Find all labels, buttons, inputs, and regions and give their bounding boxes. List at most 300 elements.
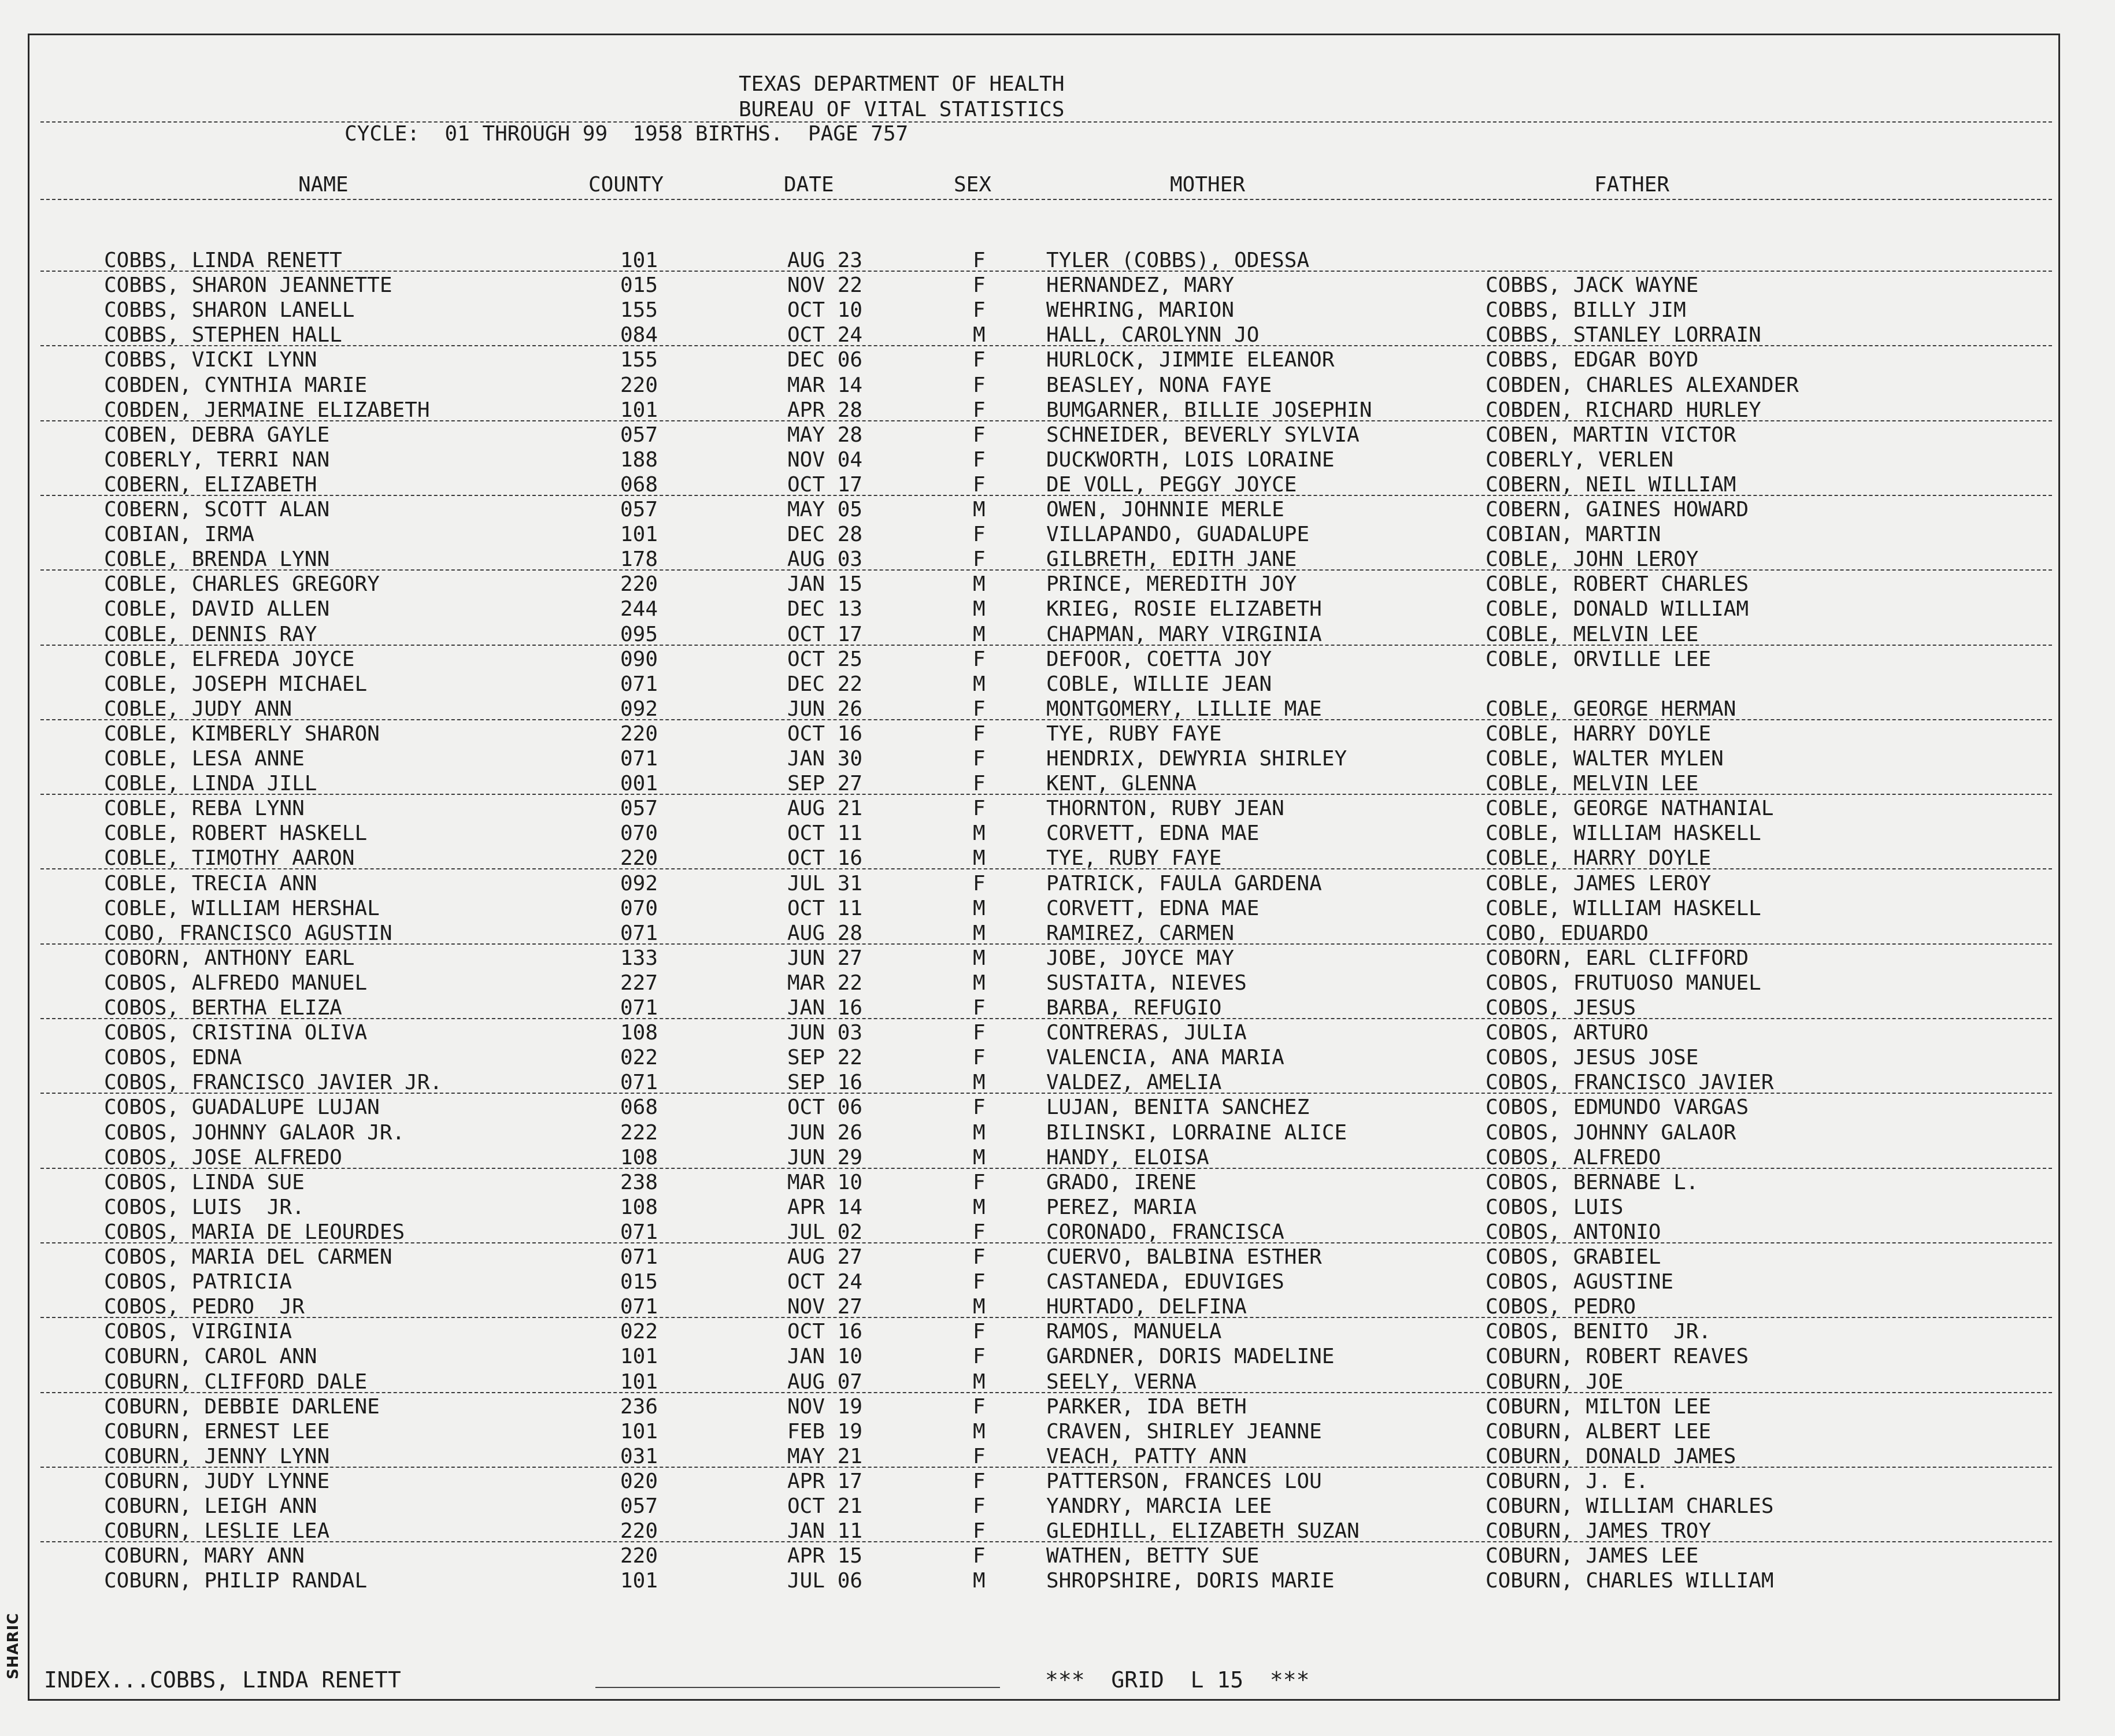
row-county: 057 <box>620 797 658 821</box>
row-mother: VALDEZ, AMELIA <box>1046 1071 1222 1095</box>
row-date: AUG 21 <box>787 797 863 821</box>
row-county: 108 <box>620 1195 658 1219</box>
row-name: COBBS, VICKI LYNN <box>104 348 317 372</box>
row-name: COBOS, CRISTINA OLIVA <box>104 1021 368 1045</box>
table-row <box>0 1021 2081 1045</box>
row-name: COBLE, ROBERT HASKELL <box>104 821 368 846</box>
table-row <box>0 1220 2081 1245</box>
row-county: 020 <box>620 1469 658 1493</box>
row-father: COBOS, JOHNNY GALAOR <box>1486 1120 1736 1145</box>
row-father: COBLE, HARRY DOYLE <box>1486 721 1712 746</box>
row-county: 238 <box>620 1170 658 1194</box>
row-father: COBURN, JAMES LEE <box>1486 1544 1699 1568</box>
row-father: COBOS, ALFREDO <box>1486 1145 1661 1169</box>
row-sex: F <box>973 1544 986 1568</box>
row-county: 084 <box>620 323 658 347</box>
row-father: COBEN, MARTIN VICTOR <box>1486 423 1736 447</box>
row-mother: BARBA, REFUGIO <box>1046 996 1222 1020</box>
row-county: 220 <box>620 846 658 871</box>
row-father: COBOS, FRANCISCO JAVIER <box>1486 1071 1774 1095</box>
row-father: COBLE, GEORGE HERMAN <box>1486 697 1736 721</box>
row-sex: F <box>973 472 986 497</box>
row-mother: DUCKWORTH, LOIS LORAINE <box>1046 447 1335 472</box>
table-row <box>0 373 2081 398</box>
row-father: COBLE, WALTER MYLEN <box>1486 747 1724 771</box>
row-sex: F <box>973 697 986 721</box>
table-row <box>0 1171 2081 1195</box>
row-sex: F <box>973 423 986 447</box>
row-sex: M <box>973 1419 986 1443</box>
row-date: JAN 15 <box>787 572 863 597</box>
row-county: 220 <box>620 721 658 746</box>
row-mother: GLEDHILL, ELIZABETH SUZAN <box>1046 1519 1360 1543</box>
row-name: COBLE, CHARLES GREGORY <box>104 572 380 597</box>
column-header-county: COUNTY <box>588 173 664 197</box>
row-date: OCT 21 <box>787 1494 863 1518</box>
row-mother: CORVETT, EDNA MAE <box>1046 896 1260 920</box>
row-county: 108 <box>620 1145 658 1169</box>
row-separator <box>40 794 2052 795</box>
row-mother: PEREZ, MARIA <box>1046 1195 1197 1219</box>
row-county: 071 <box>620 1220 658 1244</box>
row-name: COBERN, SCOTT ALAN <box>104 498 330 521</box>
row-county: 071 <box>620 1245 658 1269</box>
row-mother: SHROPSHIRE, DORIS MARIE <box>1046 1569 1335 1593</box>
row-date: DEC 06 <box>787 348 863 372</box>
row-father: COBURN, CHARLES WILLIAM <box>1486 1569 1774 1593</box>
row-sex: M <box>973 1120 986 1145</box>
row-date: JUL 06 <box>787 1569 863 1593</box>
table-row <box>0 672 2081 697</box>
row-name: COBOS, FRANCISCO JAVIER JR. <box>104 1071 443 1095</box>
row-name: COBEN, DEBRA GAYLE <box>104 423 330 447</box>
column-header-name: NAME <box>298 173 349 197</box>
row-father: COBOS, BENITO JR. <box>1486 1320 1712 1344</box>
row-county: 188 <box>620 447 658 472</box>
row-county: 057 <box>620 423 658 447</box>
row-mother: BILINSKI, LORRAINE ALICE <box>1046 1120 1347 1145</box>
table-row <box>0 897 2081 921</box>
row-name: COBURN, MARY ANN <box>104 1544 305 1568</box>
table-row <box>0 1095 2081 1120</box>
row-mother: VILLAPANDO, GUADALUPE <box>1046 523 1310 547</box>
row-county: 015 <box>620 1270 658 1294</box>
row-name: COBLE, DAVID ALLEN <box>104 597 330 621</box>
row-separator <box>40 645 2052 646</box>
row-county: 070 <box>620 896 658 920</box>
table-row <box>0 597 2081 621</box>
row-name: COBOS, LUIS JR. <box>104 1195 305 1219</box>
row-name: COBLE, ELFREDA JOYCE <box>104 647 355 671</box>
row-date: OCT 11 <box>787 821 863 846</box>
row-father: COBBS, STANLEY LORRAIN <box>1486 323 1761 347</box>
row-mother: TYE, RUBY FAYE <box>1046 846 1222 871</box>
row-date: JUN 03 <box>787 1021 863 1045</box>
row-sex: M <box>973 597 986 621</box>
row-sex: M <box>973 1569 986 1593</box>
row-sex: F <box>973 447 986 472</box>
row-separator <box>40 345 2052 346</box>
table-row <box>0 1569 2081 1593</box>
row-sex: M <box>973 672 986 696</box>
row-county: 244 <box>620 597 658 621</box>
row-date: OCT 16 <box>787 846 863 871</box>
row-sex: F <box>973 249 986 272</box>
row-date: MAR 10 <box>787 1170 863 1194</box>
row-name: COBBS, SHARON JEANNETTE <box>104 273 392 298</box>
row-father: COBOS, FRUTUOSO MANUEL <box>1486 971 1761 995</box>
row-father: COBLE, MELVIN LEE <box>1486 622 1699 646</box>
row-county: 101 <box>620 1345 658 1369</box>
row-mother: CORVETT, EDNA MAE <box>1046 821 1260 846</box>
row-county: 031 <box>620 1444 658 1468</box>
row-father: COBOS, ARTURO <box>1486 1021 1649 1045</box>
row-father: COBURN, WILLIAM CHARLES <box>1486 1494 1774 1518</box>
row-mother: THORNTON, RUBY JEAN <box>1046 797 1284 821</box>
row-sex: M <box>973 896 986 920</box>
row-date: JUN 27 <box>787 946 863 970</box>
table-row <box>0 249 2081 273</box>
row-sex: F <box>973 1220 986 1244</box>
table-row <box>0 498 2081 522</box>
row-name: COBOS, PEDRO JR <box>104 1295 305 1319</box>
header-title: TEXAS DEPARTMENT OF HEALTH <box>739 72 1065 96</box>
row-name: COBURN, CLIFFORD DALE <box>104 1369 368 1394</box>
row-father: COBURN, JOE <box>1486 1369 1624 1394</box>
header-divider <box>40 121 2052 123</box>
table-row <box>0 323 2081 347</box>
row-county: 001 <box>620 772 658 796</box>
row-sex: F <box>973 273 986 298</box>
row-name: COBLE, REBA LYNN <box>104 797 305 821</box>
row-father: COBURN, DONALD JAMES <box>1486 1444 1736 1468</box>
row-father: COBLE, MELVIN LEE <box>1486 772 1699 796</box>
row-date: OCT 16 <box>787 721 863 746</box>
row-father: COBBS, EDGAR BOYD <box>1486 348 1699 372</box>
row-name: COBOS, JOSE ALFREDO <box>104 1145 342 1169</box>
row-name: COBURN, CAROL ANN <box>104 1345 317 1369</box>
table-row <box>0 1146 2081 1170</box>
row-mother: VALENCIA, ANA MARIA <box>1046 1046 1284 1070</box>
table-row <box>0 797 2081 821</box>
row-county: 222 <box>620 1120 658 1145</box>
row-date: DEC 22 <box>787 672 863 696</box>
row-date: OCT 17 <box>787 472 863 497</box>
row-sex: F <box>973 1444 986 1468</box>
row-county: 236 <box>620 1394 658 1419</box>
table-row <box>0 1519 2081 1543</box>
row-mother: TYLER (COBBS), ODESSA <box>1046 249 1310 272</box>
row-date: JAN 16 <box>787 996 863 1020</box>
row-sex: M <box>973 946 986 970</box>
cycle-line: CYCLE: 01 THROUGH 99 1958 BIRTHS. PAGE 757 <box>345 122 909 146</box>
row-date: JUL 02 <box>787 1220 863 1244</box>
row-mother: CONTRERAS, JULIA <box>1046 1021 1247 1045</box>
table-row <box>0 623 2081 647</box>
row-date: NOV 19 <box>787 1394 863 1419</box>
row-father: COBOS, EDMUNDO VARGAS <box>1486 1095 1749 1120</box>
table-row <box>0 1370 2081 1394</box>
row-county: 101 <box>620 1419 658 1443</box>
table-row <box>0 523 2081 547</box>
row-father: COBLE, JOHN LEROY <box>1486 547 1699 572</box>
row-mother: CUERVO, BALBINA ESTHER <box>1046 1245 1322 1269</box>
column-header-sex: SEX <box>954 173 992 197</box>
row-mother: PRINCE, MEREDITH JOY <box>1046 572 1297 597</box>
table-row <box>0 1295 2081 1319</box>
row-sex: F <box>973 996 986 1020</box>
row-county: 057 <box>620 498 658 521</box>
row-county: 101 <box>620 523 658 547</box>
row-county: 068 <box>620 1095 658 1120</box>
row-sex: M <box>973 1369 986 1394</box>
column-header-date: DATE <box>784 173 834 197</box>
row-name: COBERLY, TERRI NAN <box>104 447 330 472</box>
table-row <box>0 1544 2081 1568</box>
row-father: COBLE, WILLIAM HASKELL <box>1486 821 1761 846</box>
row-mother: SCHNEIDER, BEVERLY SYLVIA <box>1046 423 1360 447</box>
row-name: COBO, FRANCISCO AGUSTIN <box>104 921 392 945</box>
row-county: 101 <box>620 1569 658 1593</box>
row-separator <box>40 1168 2052 1169</box>
row-father: COBOS, GRABIEL <box>1486 1245 1661 1269</box>
row-sex: M <box>973 846 986 871</box>
row-sex: F <box>973 871 986 895</box>
row-father: COBOS, JESUS <box>1486 996 1636 1020</box>
row-name: COBOS, ALFREDO MANUEL <box>104 971 368 995</box>
row-father: COBLE, JAMES LEROY <box>1486 871 1712 895</box>
row-sex: F <box>973 1345 986 1369</box>
row-date: OCT 11 <box>787 896 863 920</box>
row-name: COBOS, MARIA DE LEOURDES <box>104 1220 405 1244</box>
row-separator <box>40 1317 2052 1318</box>
table-row <box>0 423 2081 447</box>
row-name: COBLE, BRENDA LYNN <box>104 547 330 572</box>
row-county: 095 <box>620 622 658 646</box>
row-separator <box>40 868 2052 869</box>
row-date: DEC 28 <box>787 523 863 547</box>
row-name: COBURN, LESLIE LEA <box>104 1519 330 1543</box>
table-row <box>0 971 2081 995</box>
row-separator <box>40 1242 2052 1243</box>
row-county: 220 <box>620 1519 658 1543</box>
row-mother: YANDRY, MARCIA LEE <box>1046 1494 1272 1518</box>
row-separator <box>40 1541 2052 1542</box>
row-sex: F <box>973 1170 986 1194</box>
row-county: 220 <box>620 373 658 397</box>
table-row <box>0 647 2081 672</box>
row-sex: F <box>973 547 986 572</box>
row-county: 155 <box>620 348 658 372</box>
table-row <box>0 921 2081 946</box>
row-date: JUN 26 <box>787 697 863 721</box>
row-separator <box>40 1467 2052 1468</box>
row-mother: HALL, CAROLYNN JO <box>1046 323 1260 347</box>
row-date: APR 15 <box>787 1544 863 1568</box>
row-county: 071 <box>620 921 658 945</box>
row-county: 220 <box>620 1544 658 1568</box>
row-father: COBLE, ORVILLE LEE <box>1486 647 1712 671</box>
row-mother: HENDRIX, DEWYRIA SHIRLEY <box>1046 747 1347 771</box>
row-mother: VEACH, PATTY ANN <box>1046 1444 1247 1468</box>
row-date: MAY 28 <box>787 423 863 447</box>
row-father: COBOS, ANTONIO <box>1486 1220 1661 1244</box>
row-father: COBERN, GAINES HOWARD <box>1486 498 1749 521</box>
row-name: COBORN, ANTHONY EARL <box>104 946 355 970</box>
table-row <box>0 1320 2081 1344</box>
row-mother: WATHEN, BETTY SUE <box>1046 1544 1260 1568</box>
row-name: COBURN, JUDY LYNNE <box>104 1469 330 1493</box>
row-father: COBOS, BERNABE L. <box>1486 1170 1699 1194</box>
row-mother: HURTADO, DELFINA <box>1046 1295 1247 1319</box>
row-date: FEB 19 <box>787 1419 863 1443</box>
row-date: OCT 25 <box>787 647 863 671</box>
row-county: 101 <box>620 1369 658 1394</box>
row-name: COBURN, PHILIP RANDAL <box>104 1569 368 1593</box>
row-date: AUG 03 <box>787 547 863 572</box>
row-name: COBERN, ELIZABETH <box>104 472 317 497</box>
row-mother: OWEN, JOHNNIE MERLE <box>1046 498 1284 521</box>
row-father: COBLE, HARRY DOYLE <box>1486 846 1712 871</box>
row-sex: M <box>973 622 986 646</box>
row-sex: F <box>973 1245 986 1269</box>
row-county: 101 <box>620 398 658 422</box>
row-county: 071 <box>620 747 658 771</box>
row-county: 057 <box>620 1494 658 1518</box>
row-date: NOV 22 <box>787 273 863 298</box>
row-name: COBBS, SHARON LANELL <box>104 298 355 323</box>
table-row <box>0 996 2081 1020</box>
row-name: COBURN, ERNEST LEE <box>104 1419 330 1443</box>
row-sex: M <box>973 1195 986 1219</box>
row-name: COBOS, VIRGINIA <box>104 1320 292 1344</box>
row-separator <box>40 1093 2052 1094</box>
row-separator <box>40 719 2052 720</box>
row-date: MAR 22 <box>787 971 863 995</box>
row-mother: SEELY, VERNA <box>1046 1369 1197 1394</box>
row-father: COBORN, EARL CLIFFORD <box>1486 946 1749 970</box>
row-mother: CRAVEN, SHIRLEY JEANNE <box>1046 1419 1322 1443</box>
row-date: OCT 24 <box>787 1270 863 1294</box>
row-county: 092 <box>620 697 658 721</box>
row-father: COBERN, NEIL WILLIAM <box>1486 472 1736 497</box>
row-sex: F <box>973 1270 986 1294</box>
row-county: 133 <box>620 946 658 970</box>
row-name: COBLE, TIMOTHY AARON <box>104 846 355 871</box>
row-date: OCT 16 <box>787 1320 863 1344</box>
row-mother: BUMGARNER, BILLIE JOSEPHIN <box>1046 398 1372 422</box>
row-name: COBLE, KIMBERLY SHARON <box>104 721 380 746</box>
row-mother: MONTGOMERY, LILLIE MAE <box>1046 697 1322 721</box>
table-row <box>0 946 2081 971</box>
table-row <box>0 1270 2081 1294</box>
row-sex: F <box>973 373 986 397</box>
row-county: 092 <box>620 871 658 895</box>
row-name: COBURN, JENNY LYNN <box>104 1444 330 1468</box>
row-mother: RAMIREZ, CARMEN <box>1046 921 1235 945</box>
row-sex: F <box>973 1469 986 1493</box>
row-father: COBDEN, RICHARD HURLEY <box>1486 398 1761 422</box>
row-sex: M <box>973 1295 986 1319</box>
row-mother: DE VOLL, PEGGY JOYCE <box>1046 472 1297 497</box>
row-county: 071 <box>620 1295 658 1319</box>
row-father: COBLE, GEORGE NATHANIAL <box>1486 797 1774 821</box>
row-date: OCT 24 <box>787 323 863 347</box>
row-sex: M <box>973 498 986 521</box>
row-date: JUN 26 <box>787 1120 863 1145</box>
table-row <box>0 1245 2081 1269</box>
table-row <box>0 1195 2081 1220</box>
row-father: COBURN, J. E. <box>1486 1469 1649 1493</box>
table-row <box>0 872 2081 896</box>
row-name: COBOS, MARIA DEL CARMEN <box>104 1245 392 1269</box>
row-date: JAN 11 <box>787 1519 863 1543</box>
row-sex: F <box>973 721 986 746</box>
row-separator <box>40 495 2052 496</box>
row-mother: SUSTAITA, NIEVES <box>1046 971 1247 995</box>
row-date: OCT 06 <box>787 1095 863 1120</box>
row-county: 071 <box>620 1071 658 1095</box>
table-row <box>0 1420 2081 1444</box>
row-mother: PATRICK, FAULA GARDENA <box>1046 871 1322 895</box>
row-sex: M <box>973 821 986 846</box>
row-name: COBLE, DENNIS RAY <box>104 622 317 646</box>
row-mother: CHAPMAN, MARY VIRGINIA <box>1046 622 1322 646</box>
row-date: OCT 10 <box>787 298 863 323</box>
row-sex: M <box>973 323 986 347</box>
row-mother: HANDY, ELOISA <box>1046 1145 1209 1169</box>
row-name: COBLE, JUDY ANN <box>104 697 292 721</box>
row-name: COBLE, TRECIA ANN <box>104 871 317 895</box>
row-separator <box>40 569 2052 571</box>
row-name: COBOS, GUADALUPE LUJAN <box>104 1095 380 1120</box>
table-row <box>0 348 2081 372</box>
row-sex: F <box>973 1519 986 1543</box>
side-stamp: SHARIC <box>5 1612 22 1679</box>
row-mother: TYE, RUBY FAYE <box>1046 721 1222 746</box>
row-county: 068 <box>620 472 658 497</box>
row-sex: F <box>973 747 986 771</box>
row-date: SEP 22 <box>787 1046 863 1070</box>
column-header-father: FATHER <box>1594 173 1670 197</box>
row-sex: M <box>973 1145 986 1169</box>
row-date: JAN 30 <box>787 747 863 771</box>
row-date: NOV 04 <box>787 447 863 472</box>
footer-index: INDEX...COBBS, LINDA RENETT <box>44 1667 401 1693</box>
row-county: 220 <box>620 572 658 597</box>
row-mother: WEHRING, MARION <box>1046 298 1235 323</box>
table-row <box>0 1345 2081 1369</box>
row-sex: F <box>973 523 986 547</box>
row-separator <box>40 1392 2052 1393</box>
row-mother: HERNANDEZ, MARY <box>1046 273 1235 298</box>
row-mother: PARKER, IDA BETH <box>1046 1394 1247 1419</box>
row-mother: JOBE, JOYCE MAY <box>1046 946 1235 970</box>
row-mother: BEASLEY, NONA FAYE <box>1046 373 1272 397</box>
row-name: COBLE, JOSEPH MICHAEL <box>104 672 368 696</box>
row-name: COBURN, LEIGH ANN <box>104 1494 317 1518</box>
row-name: COBOS, EDNA <box>104 1046 242 1070</box>
row-date: APR 28 <box>787 398 863 422</box>
table-row <box>0 398 2081 423</box>
row-county: 108 <box>620 1021 658 1045</box>
row-father: COBURN, JAMES TROY <box>1486 1519 1712 1543</box>
row-sex: F <box>973 298 986 323</box>
row-father: COBBS, JACK WAYNE <box>1486 273 1699 298</box>
table-row <box>0 1494 2081 1519</box>
row-county: 101 <box>620 249 658 272</box>
row-county: 090 <box>620 647 658 671</box>
